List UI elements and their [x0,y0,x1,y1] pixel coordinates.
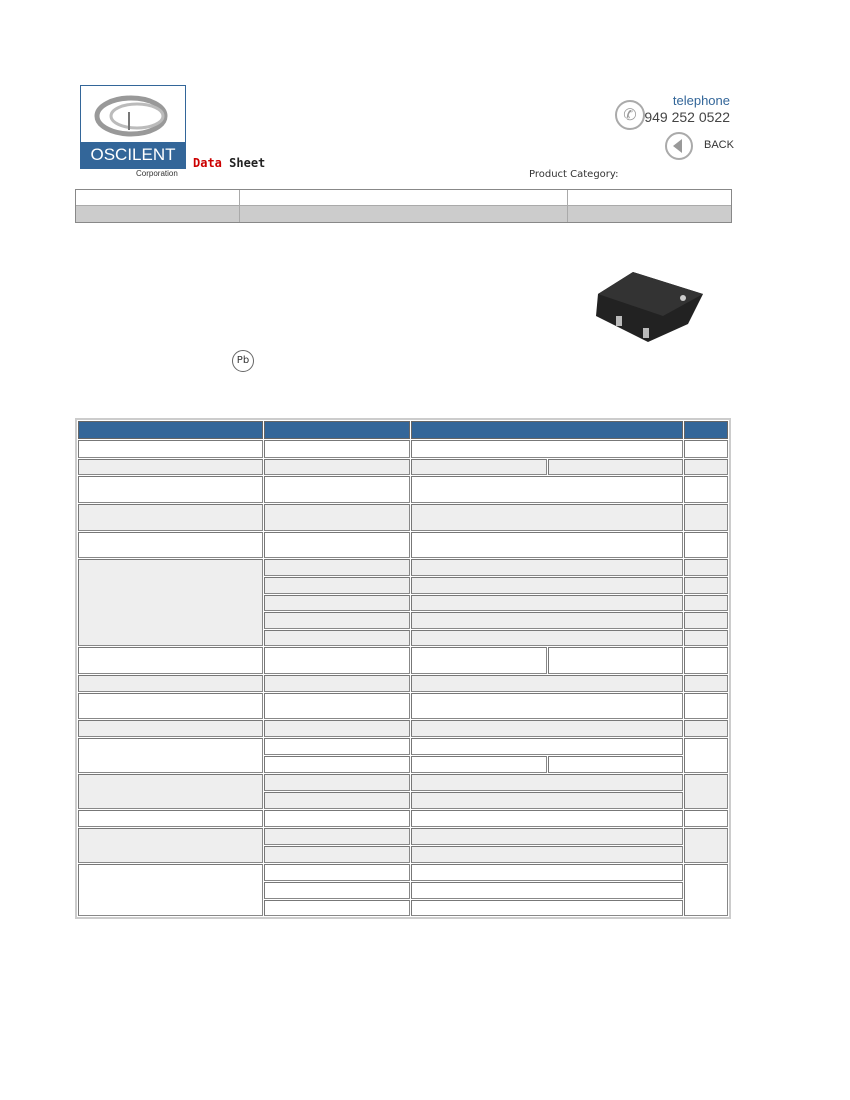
table-row [78,738,728,755]
table-row [78,559,728,576]
table-row [78,504,728,531]
telephone-number: 949 252 0522 [644,109,730,125]
table-row [78,774,728,791]
table-row [78,532,728,558]
back-arrow-icon[interactable] [665,132,693,160]
table-row [78,828,728,845]
table-row [78,675,728,692]
table-row [78,647,728,674]
title-data: Data [193,156,222,170]
brand-subtitle: Corporation [136,169,178,178]
specifications-table [75,418,731,919]
product-category-label: Product Category: [529,169,619,180]
phone-icon: ✆ [615,100,645,130]
logo-swirl-icon [81,86,185,142]
product-image [588,264,710,344]
table-header-row [78,421,728,439]
brand-name: OSCILENT [81,142,185,168]
product-summary-bar [75,189,732,223]
telephone-label: telephone [672,93,730,108]
table-row [78,459,728,475]
page-title [193,156,265,170]
back-button[interactable]: BACK [704,139,734,151]
lead-free-icon: Pb [232,350,254,372]
table-row [78,693,728,719]
table-row [78,810,728,827]
title-sheet: Sheet [229,156,266,170]
table-row [78,720,728,737]
table-row [78,864,728,881]
oscilent-logo[interactable] [80,85,186,169]
table-row [78,440,728,458]
table-row [78,476,728,503]
